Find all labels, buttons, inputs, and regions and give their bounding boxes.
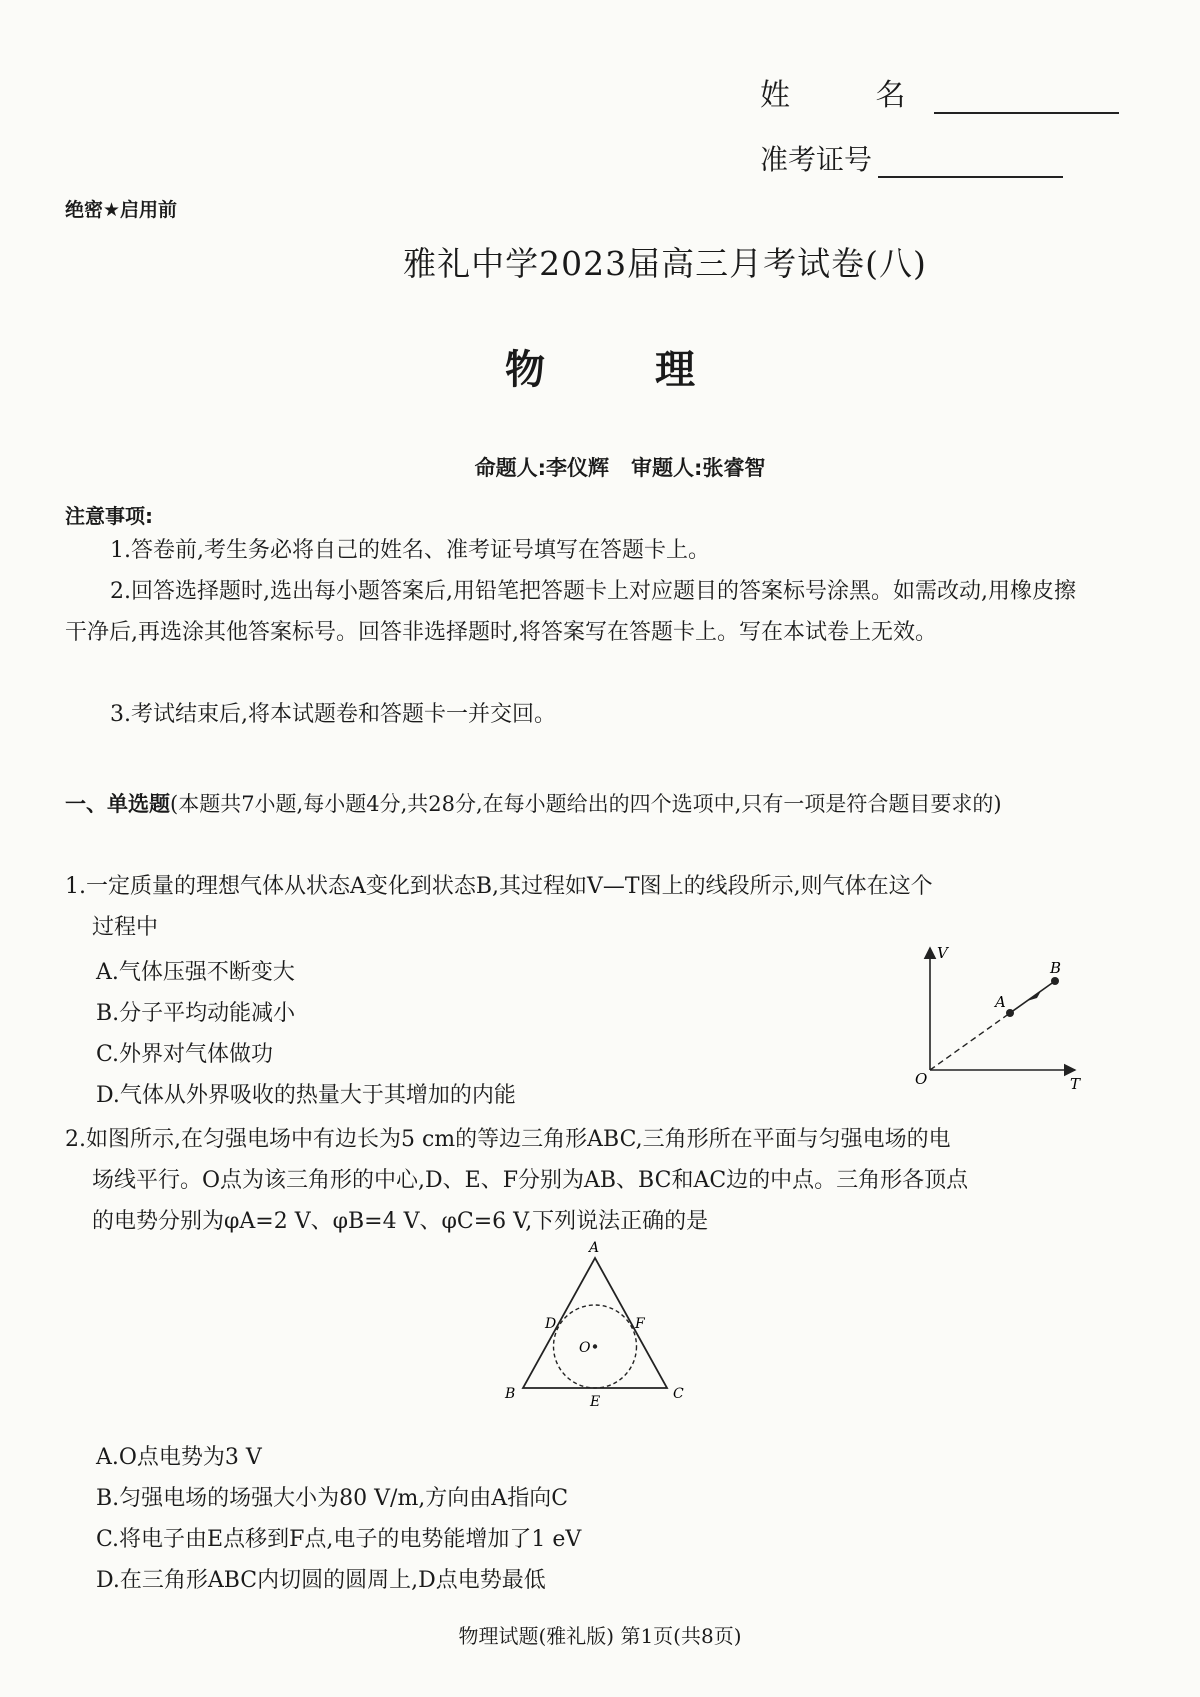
label-f: F	[635, 1316, 645, 1332]
label-d: D	[545, 1316, 557, 1332]
q2-stem-line1: 2.如图所示,在匀强电场中有边长为5 cm的等边三角形ABC,三角形所在平面与匀强电场的电	[65, 1127, 951, 1152]
q1-option-a: A.气体压强不断变大	[96, 960, 295, 985]
author: 命题人:李仪辉	[474, 456, 609, 480]
notice-item-2: 2.回答选择题时,选出每小题答案后,用铅笔把答题卡上对应题目的答案标号涂黑。如需改动,用橡皮擦干净后,再选涂其他答案标号。回答非选择题时,将答案写在答题卡上。写在本试卷上无效。	[65, 579, 1076, 645]
notice-heading: 注意事项:	[65, 504, 153, 528]
exam-id-label: 准考证号	[760, 143, 873, 176]
t-axis-label: T	[1070, 1075, 1081, 1090]
section-title: 一、单选题	[65, 792, 170, 816]
subject-title: 物理	[505, 346, 805, 393]
q2-stem-line2: 场线平行。O点为该三角形的中心,D、E、F分别为AB、BC和AC边的中点。三角形各顶点	[92, 1168, 969, 1193]
q2-option-b: B.匀强电场的场强大小为80 V/m,方向由A指向C	[96, 1486, 569, 1511]
q2-triangle-figure	[495, 1240, 705, 1415]
q1-option-b: B.分子平均动能减小	[96, 1001, 296, 1026]
authors-line	[0, 452, 1200, 482]
q2-option-d: D.在三角形ABC内切圆的圆周上,D点电势最低	[96, 1568, 546, 1593]
exam-id-field	[760, 138, 1063, 178]
point-b	[1051, 977, 1059, 985]
point-a-label: A	[995, 993, 1006, 1011]
center-o	[593, 1344, 597, 1348]
extension-dashed-line	[930, 1013, 1010, 1070]
exam-title: 雅礼中学2023届高三月考试卷(八)	[403, 244, 927, 283]
origin-label: O	[915, 1070, 928, 1088]
page-footer: 物理试题(雅礼版) 第1页(共8页)	[458, 1624, 742, 1648]
notice-item-3: 3.考试结束后,将本试题卷和答题卡一并交回。	[110, 702, 556, 727]
label-e: E	[590, 1394, 601, 1410]
v-axis-label: V	[937, 944, 948, 962]
reviewer: 审题人:张睿智	[631, 456, 766, 480]
exam-id-blank	[878, 148, 1063, 178]
point-a	[1006, 1009, 1014, 1017]
secret-mark: 绝密★启用前	[65, 199, 178, 221]
label-a: A	[589, 1240, 600, 1256]
section-description: (本题共7小题,每小题4分,共28分,在每小题给出的四个选项中,只有一项是符合题目要求的)	[170, 792, 1002, 816]
q2-option-c: C.将电子由E点移到F点,电子的电势能增加了1 eV	[96, 1527, 582, 1552]
ab-segment	[1010, 981, 1055, 1013]
q1-vt-graph	[905, 940, 1085, 1090]
section-heading	[65, 785, 1095, 823]
point-b-label: B	[1050, 959, 1062, 977]
name-blank	[934, 82, 1119, 114]
q1-stem-line1: 1.一定质量的理想气体从状态A变化到状态B,其过程如V—T图上的线段所示,则气体在这个	[65, 874, 933, 899]
q1-option-d: D.气体从外界吸收的热量大于其增加的内能	[96, 1083, 516, 1108]
q2-option-a: A.O点电势为3 V	[96, 1445, 262, 1470]
q2-stem-line3: 的电势分别为φA=2 V、φB=4 V、φC=6 V,下列说法正确的是	[92, 1209, 709, 1234]
notice-item-1: 1.答卷前,考生务必将自己的姓名、准考证号填写在答题卡上。	[110, 538, 710, 563]
label-o: O	[579, 1340, 591, 1356]
name-field	[760, 70, 1119, 114]
q1-stem-line2: 过程中	[92, 915, 159, 940]
label-b: B	[505, 1386, 516, 1402]
label-c: C	[673, 1386, 684, 1402]
name-label: 姓 名	[760, 78, 944, 113]
q1-option-c: C.外界对气体做功	[96, 1042, 274, 1067]
